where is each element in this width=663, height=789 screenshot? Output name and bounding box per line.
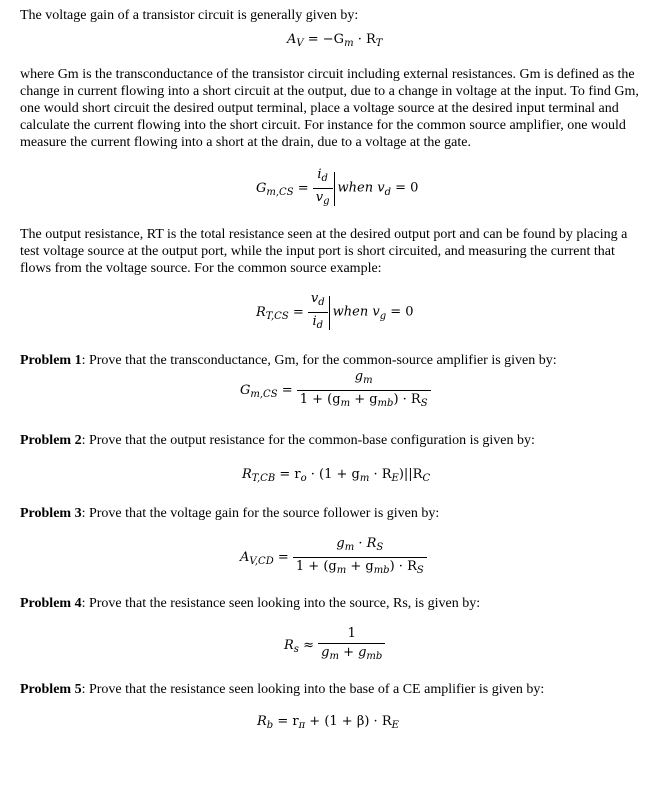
fraction-problem-4: $\frac{1}{g_m + g_{mb}}$ <box>318 626 385 665</box>
equation-problem-5: $R_b = r_\pi + (1 + \beta) \cdot R_E$ <box>257 714 399 731</box>
problem-3: Problem 3: Prove that the voltage gain for the source follower is given by: <box>20 506 440 521</box>
equation-rt-cs: $R_{T,CS}$ = $\frac{v_d}{i_d}$ when $v_g = 0$ <box>256 291 644 334</box>
fraction-problem-3: $\frac{g_m \cdot R_S}{1 + (g_m + g_{mb}) \cdot R_S}$ <box>293 536 427 579</box>
problem-2: Problem 2: Prove that the output resistance for the common-base configuration is given by: <box>20 433 535 448</box>
problem-label: Problem 2 <box>20 433 82 448</box>
evaluation-bar <box>329 296 330 330</box>
problem-label: Problem 4 <box>20 596 82 611</box>
fraction-problem-1: $\frac{g_m}{1 + (g_m + g_{mb}) \cdot R_S}$ <box>297 369 431 412</box>
fraction-rt-cs: $\frac{v_d}{i_d}$ <box>308 291 328 334</box>
intro-line: The voltage gain of a transistor circuit is generally given by: <box>20 8 359 23</box>
document-page <box>20 7 644 734</box>
equation-problem-1: $G_{m,CS}$ = $\frac{g_m}{1 + (g_m + g_{mb}) \cdot R_S}$ <box>240 369 644 412</box>
evaluation-bar <box>334 172 335 206</box>
problem-label: Problem 5 <box>20 682 82 697</box>
equation-gm-cs: $G_{m,CS}$ = $\frac{i_d}{v_g}$ when $v_d = 0$ <box>256 167 644 210</box>
problem-label: Problem 1 <box>20 353 82 368</box>
equation-voltage-gain: $A_V = -G_m \cdot R_T$ <box>287 32 383 49</box>
problem-1: Problem 1: Prove that the transconductance, Gm, for the common-source amplifier is given by: <box>20 353 557 368</box>
equation-problem-3: $A_{V,CD}$ = $\frac{g_m \cdot R_S}{1 + (g_m + g_{mb}) \cdot R_S}$ <box>240 536 644 579</box>
problem-4: Problem 4: Prove that the resistance seen looking into the source, Rs, is given by: <box>20 596 481 611</box>
equation-problem-4: $R_s$ ≈ $\frac{1}{g_m + g_{mb}}$ <box>284 626 644 665</box>
transconductance-paragraph: where Gm is the transconductance of the transistor circuit including external resistances. Gm is defined as the change in current flowing into a short circuit at the output, due to a change in voltage at the input. To find Gm, one would short circuit the desired output terminal, place a voltage source at the desired input terminal and calculate the current flowing into the short circuit. For instance for the common source amplifier, one would measure the current flowing into a short at the drain, due to a voltage at the gate. <box>20 67 639 150</box>
equation-problem-2: $R_{T,CB} = r_o \cdot (1 + g_m \cdot R_E)||R_C$ <box>242 467 431 484</box>
output-resistance-paragraph: The output resistance, RT is the total resistance seen at the desired output port and can be found by placing a test voltage source at the output port, while the input port is short circuited, and measuring the current that flows from the voltage source. For the common source example: <box>20 227 628 276</box>
problem-5: Problem 5: Prove that the resistance seen looking into the base of a CE amplifier is given by: <box>20 682 545 697</box>
problem-label: Problem 3 <box>20 506 82 521</box>
fraction-gm-cs: $\frac{i_d}{v_g}$ <box>313 167 333 210</box>
